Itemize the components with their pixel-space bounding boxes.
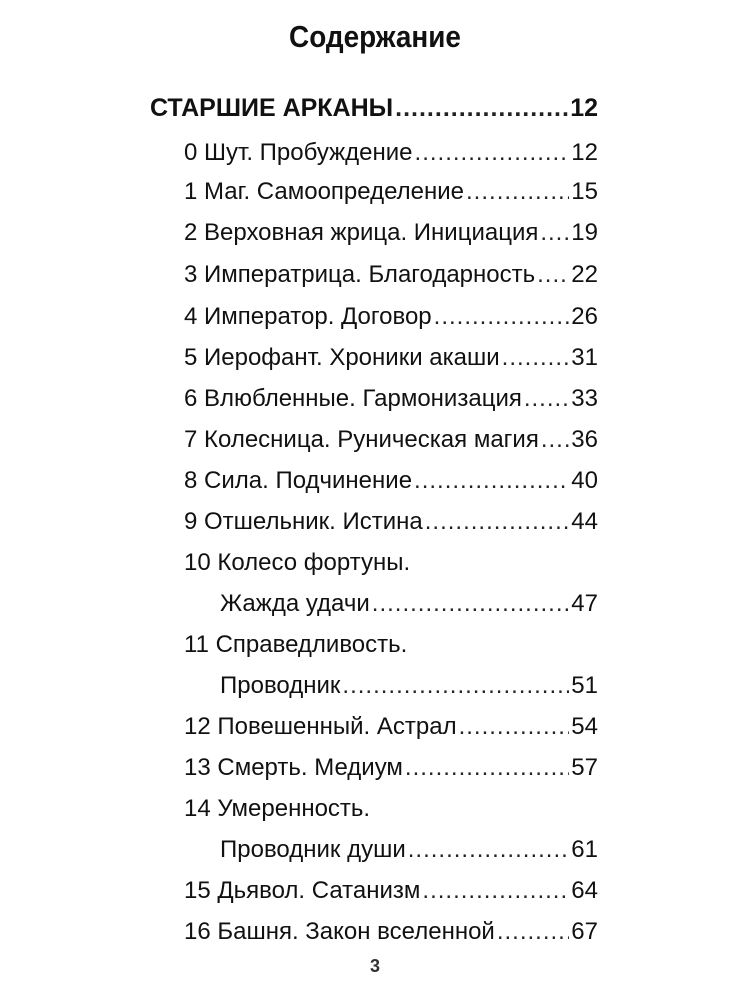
toc-leader-dots: [415, 133, 570, 173]
toc-leader-dots: [459, 707, 570, 747]
toc-entry[interactable]: [184, 502, 598, 542]
toc-entry-title: 12 Повешенный. Астрал: [184, 713, 457, 740]
page-title: Содержание: [289, 19, 461, 54]
toc-entry-title: 11 Справедливость.: [184, 631, 408, 658]
toc-entry[interactable]: [184, 338, 598, 378]
toc-entry-title: 3 Императрица. Благодарность: [184, 261, 536, 288]
toc-entry[interactable]: [184, 912, 598, 952]
toc-entry-title: 0 Шут. Пробуждение: [184, 139, 413, 166]
toc-entry[interactable]: [184, 297, 598, 337]
toc-entry-title: 7 Колесница. Руническая магия: [184, 426, 539, 453]
toc-entry-title: 10 Колесо фортуны.: [184, 549, 411, 576]
toc-entry-title: 5 Иерофант. Хроники акаши: [184, 344, 500, 371]
toc-entry-first-line[interactable]: [184, 789, 598, 829]
toc-entry-title: Проводник души: [220, 836, 406, 863]
toc-entry-title: 16 Башня. Закон вселенной: [184, 918, 495, 945]
toc-entry[interactable]: [184, 133, 598, 173]
toc-entry-page: 15: [571, 178, 598, 205]
toc-leader-dots: [342, 666, 569, 706]
toc-entry-page: 67: [571, 918, 598, 945]
toc-leader-dots: [537, 255, 569, 295]
toc-entry[interactable]: [220, 584, 598, 624]
toc-leader-dots: [502, 338, 570, 378]
toc-entry-page: 44: [571, 508, 598, 535]
page-number: 3: [369, 956, 380, 976]
toc-entry[interactable]: [184, 255, 598, 295]
toc-leader-dots: [497, 912, 569, 952]
toc-section-page: 12: [570, 94, 598, 122]
toc-entry[interactable]: [184, 379, 598, 419]
toc-entry-page: 64: [571, 877, 598, 904]
toc-leader-dots: [540, 213, 569, 253]
toc-entry[interactable]: [184, 420, 598, 460]
toc-entry[interactable]: [184, 461, 598, 501]
toc-entry[interactable]: [184, 213, 598, 253]
toc-entry[interactable]: [184, 871, 598, 911]
toc-entry[interactable]: [184, 172, 598, 212]
toc-leader-dots: [422, 871, 569, 911]
toc-entry-title: 9 Отшельник. Истина: [184, 508, 423, 535]
toc-entry-page: 47: [571, 590, 598, 617]
toc-entry-page: 36: [571, 426, 598, 453]
toc-entry-first-line[interactable]: [184, 625, 598, 665]
toc-leader-dots: [425, 502, 570, 542]
toc-entry-first-line[interactable]: [184, 543, 598, 583]
toc-entry-page: 26: [571, 303, 598, 330]
toc-leader-dots: [408, 830, 570, 870]
toc-entry[interactable]: [184, 748, 598, 788]
toc-entry-title: 2 Верховная жрица. Инициация: [184, 219, 539, 246]
toc-section-major-arcana[interactable]: [150, 88, 598, 128]
toc-entry-page: 57: [571, 754, 598, 781]
toc-leader-dots: [405, 748, 569, 788]
toc-leader-dots: [372, 584, 570, 624]
toc-entry[interactable]: [184, 707, 598, 747]
toc-entry-title: Жажда удачи: [220, 590, 370, 617]
toc-leader-dots: [524, 379, 569, 419]
toc-leader-dots: [395, 88, 568, 128]
toc-entry-page: 61: [571, 836, 598, 863]
toc-entry-title: 4 Император. Договор: [184, 303, 432, 330]
toc-entry-title: 15 Дьявол. Сатанизм: [184, 877, 421, 904]
toc-leader-dots: [434, 297, 570, 337]
toc-entry-title: Проводник: [220, 672, 341, 699]
toc-entry-page: 31: [571, 344, 598, 371]
toc-leader-dots: [541, 420, 569, 460]
toc-entry-title: 14 Умеренность.: [184, 795, 371, 822]
toc-entry-title: 13 Смерть. Медиум: [184, 754, 403, 781]
toc-entry-page: 12: [571, 139, 598, 166]
toc-entry-title: 8 Сила. Подчинение: [184, 467, 413, 494]
toc-entry-page: 40: [571, 467, 598, 494]
toc-leader-dots: [466, 172, 569, 212]
toc-entry-page: 22: [571, 261, 598, 288]
toc-entry-title: 6 Влюбленные. Гармонизация: [184, 385, 522, 412]
toc-entry-title: 1 Маг. Самоопределение: [184, 178, 465, 205]
toc-entry-page: 33: [571, 385, 598, 412]
toc-entry-page: 54: [571, 713, 598, 740]
toc-entry[interactable]: [220, 830, 598, 870]
toc-leader-dots: [414, 461, 569, 501]
toc-entry-page: 19: [571, 219, 598, 246]
toc-entry[interactable]: [220, 666, 598, 706]
toc-section-title: СТАРШИЕ АРКАНЫ: [150, 94, 394, 122]
toc-entry-page: 51: [571, 672, 598, 699]
